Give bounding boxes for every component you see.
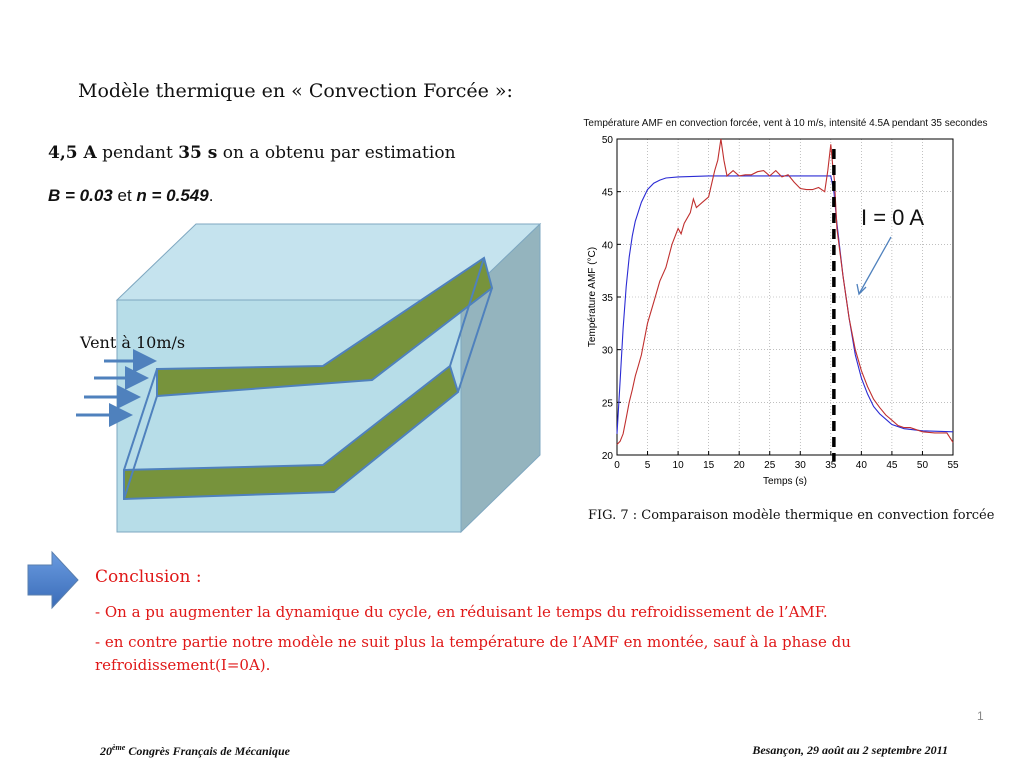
x-tick-label: 10 xyxy=(672,460,684,471)
right-arrow-icon xyxy=(26,550,82,610)
current-off-label: I = 0 A xyxy=(861,205,924,230)
temperature-chart xyxy=(570,130,1000,495)
chart-series xyxy=(617,139,953,445)
y-tick-label: 45 xyxy=(601,187,613,199)
congress-number: 20 xyxy=(100,744,112,758)
convection-diagram xyxy=(60,215,550,545)
congress-name: Congrès Français de Mécanique xyxy=(125,744,291,758)
y-tick-label: 35 xyxy=(601,293,613,304)
conclusion-point-2: - en contre partie notre modèle ne suit plus la température de l’AMF en montée, sauf à la phase du refroidissement(I=0A). xyxy=(95,633,851,674)
x-tick-label: 25 xyxy=(764,460,776,471)
x-tick-label: 30 xyxy=(794,460,806,471)
estimation-text: on a obtenu par estimation xyxy=(222,143,456,163)
conclusion-title: Conclusion : xyxy=(95,567,202,587)
x-tick-label: 35 xyxy=(825,460,837,471)
x-axis-label: Temps (s) xyxy=(763,476,807,487)
y-tick-label: 30 xyxy=(601,345,613,357)
chart-title: Température AMF en convection forcée, vent à 10 m/s, intensité 4.5A pendant 35 secondes xyxy=(583,118,988,129)
congress-ordinal: ème xyxy=(112,743,126,752)
y-tick-label: 25 xyxy=(601,398,613,410)
conclusion-point-1: - On a pu augmenter la dynamique du cycle, en réduisant le temps du refroidissement de l’AMF. xyxy=(95,603,828,621)
y-tick-label: 20 xyxy=(601,451,613,462)
x-tick-label: 20 xyxy=(733,460,745,471)
x-tick-label: 0 xyxy=(614,460,620,471)
footer-location: Besançon, 29 août au 2 septembre 2011 xyxy=(752,743,948,757)
pendant-text: pendant xyxy=(102,143,173,163)
series-line-mesure xyxy=(617,139,953,445)
x-tick-label: 40 xyxy=(855,460,867,471)
current-value: 4,5 A xyxy=(48,143,97,163)
n-parameter: n = 0.549 xyxy=(136,186,209,205)
y-axis-label: Température AMF (°C) xyxy=(587,246,598,348)
y-tick-label: 40 xyxy=(601,240,613,252)
result-line xyxy=(48,143,456,163)
x-tick-label: 5 xyxy=(644,460,651,471)
x-tick-label: 50 xyxy=(916,460,929,471)
b-parameter: B = 0.03 xyxy=(48,186,113,205)
wind-label: Vent à 10m/s xyxy=(80,333,186,352)
figure-caption: FIG. 7 : Comparaison modèle thermique en convection forcée xyxy=(588,508,995,523)
et-text: et xyxy=(117,186,132,205)
x-tick-label: 45 xyxy=(886,460,898,471)
footer-congress xyxy=(100,743,290,759)
chart-ticks xyxy=(602,135,959,471)
parameters-line xyxy=(48,186,213,206)
x-tick-label: 15 xyxy=(703,460,715,471)
duration-value: 35 s xyxy=(178,143,218,163)
chart-grid xyxy=(617,139,953,455)
x-tick-label: 55 xyxy=(947,460,959,471)
page-number: 1 xyxy=(977,709,984,723)
y-tick-label: 50 xyxy=(601,135,613,146)
slide-title: Modèle thermique en « Convection Forcée »: xyxy=(78,80,513,102)
annotation-arrow xyxy=(859,237,891,294)
period: . xyxy=(208,186,214,205)
